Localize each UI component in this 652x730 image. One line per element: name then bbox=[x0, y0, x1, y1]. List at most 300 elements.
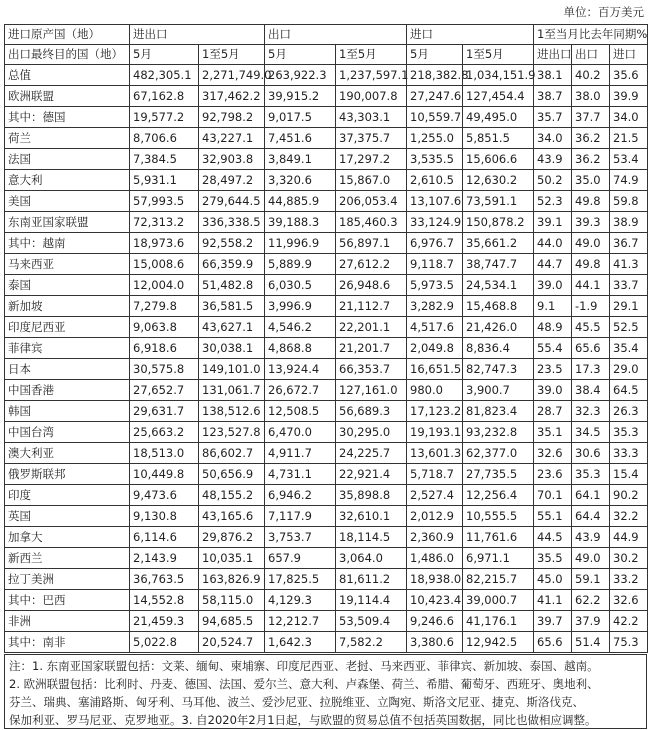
cell-import-month: 17,123.2 bbox=[407, 401, 463, 422]
cell-yoy-import: 33.2 bbox=[610, 569, 648, 590]
footnote-line: 保加利亚、罗马尼亚、克罗地亚。3. 自2020年2月1日起，与欧盟的贸易总值不包括英国数据，同比也做相应调整。 bbox=[9, 713, 597, 727]
row-region: 欧洲联盟 bbox=[5, 86, 130, 107]
cell-export-month: 3,849.1 bbox=[265, 149, 336, 170]
cell-total-month: 7,384.5 bbox=[130, 149, 199, 170]
cell-import-month: 218,382.8 bbox=[407, 65, 463, 86]
header-group-yoy: 1至当月比去年同期% bbox=[534, 25, 648, 45]
table-row bbox=[5, 191, 648, 212]
cell-import-ytd: 150,878.2 bbox=[463, 212, 534, 233]
cell-yoy-export: 45.5 bbox=[572, 317, 610, 338]
cell-total-ytd: 36,581.5 bbox=[199, 296, 265, 317]
cell-total-month: 9,063.8 bbox=[130, 317, 199, 338]
cell-total-month: 27,652.7 bbox=[130, 380, 199, 401]
cell-export-month: 7,451.6 bbox=[265, 128, 336, 149]
cell-total-ytd: 43,627.1 bbox=[199, 317, 265, 338]
cell-yoy-export: 40.2 bbox=[572, 65, 610, 86]
cell-yoy-import: 35.3 bbox=[610, 422, 648, 443]
cell-total-ytd: 279,644.5 bbox=[199, 191, 265, 212]
table-row bbox=[5, 527, 648, 548]
cell-import-ytd: 12,942.5 bbox=[463, 632, 534, 653]
cell-export-month: 4,546.2 bbox=[265, 317, 336, 338]
cell-yoy-export: 39.3 bbox=[572, 212, 610, 233]
cell-yoy-total: 39.0 bbox=[534, 275, 572, 296]
row-region: 马来西亚 bbox=[5, 254, 130, 275]
cell-import-ytd: 8,836.4 bbox=[463, 338, 534, 359]
cell-yoy-export: 65.6 bbox=[572, 338, 610, 359]
cell-total-month: 10,449.8 bbox=[130, 464, 199, 485]
cell-export-month: 44,885.9 bbox=[265, 191, 336, 212]
cell-import-month: 2,610.5 bbox=[407, 170, 463, 191]
cell-import-ytd: 11,761.6 bbox=[463, 527, 534, 548]
cell-export-month: 13,924.4 bbox=[265, 359, 336, 380]
row-region: 英国 bbox=[5, 506, 130, 527]
cell-export-month: 1,642.3 bbox=[265, 632, 336, 653]
table-row bbox=[5, 632, 648, 653]
table-row bbox=[5, 506, 648, 527]
table-row bbox=[5, 611, 648, 632]
table-row bbox=[5, 569, 648, 590]
table-row bbox=[5, 254, 648, 275]
cell-yoy-export: 44.1 bbox=[572, 275, 610, 296]
cell-export-month: 12,508.5 bbox=[265, 401, 336, 422]
cell-yoy-total: 55.4 bbox=[534, 338, 572, 359]
cell-total-ytd: 30,038.1 bbox=[199, 338, 265, 359]
cell-export-month: 6,946.2 bbox=[265, 485, 336, 506]
table-row bbox=[5, 65, 648, 86]
cell-total-month: 9,473.6 bbox=[130, 485, 199, 506]
cell-yoy-import: 42.2 bbox=[610, 611, 648, 632]
cell-total-ytd: 317,462.2 bbox=[199, 86, 265, 107]
cell-yoy-import: 64.5 bbox=[610, 380, 648, 401]
cell-import-ytd: 39,000.7 bbox=[463, 590, 534, 611]
cell-total-month: 25,663.2 bbox=[130, 422, 199, 443]
cell-import-month: 3,380.6 bbox=[407, 632, 463, 653]
cell-yoy-total: 45.0 bbox=[534, 569, 572, 590]
cell-yoy-import: 53.4 bbox=[610, 149, 648, 170]
cell-yoy-total: 65.6 bbox=[534, 632, 572, 653]
cell-total-ytd: 94,685.5 bbox=[199, 611, 265, 632]
table-row bbox=[5, 359, 648, 380]
table-row bbox=[5, 422, 648, 443]
cell-export-ytd: 56,689.3 bbox=[336, 401, 407, 422]
header-corner-origin: 进口原产国（地） bbox=[5, 25, 130, 45]
row-region: 荷兰 bbox=[5, 128, 130, 149]
cell-total-month: 21,459.3 bbox=[130, 611, 199, 632]
cell-total-ytd: 43,165.6 bbox=[199, 506, 265, 527]
table-row bbox=[5, 296, 648, 317]
cell-total-month: 19,577.2 bbox=[130, 107, 199, 128]
cell-yoy-export: 30.6 bbox=[572, 443, 610, 464]
table-row bbox=[5, 149, 648, 170]
cell-total-ytd: 123,527.8 bbox=[199, 422, 265, 443]
cell-import-ytd: 73,591.1 bbox=[463, 191, 534, 212]
cell-import-month: 13,601.3 bbox=[407, 443, 463, 464]
cell-yoy-total: 38.7 bbox=[534, 86, 572, 107]
cell-import-month: 33,124.9 bbox=[407, 212, 463, 233]
row-region: 菲律宾 bbox=[5, 338, 130, 359]
table-row bbox=[5, 233, 648, 254]
cell-import-ytd: 10,555.5 bbox=[463, 506, 534, 527]
cell-import-month: 1,255.0 bbox=[407, 128, 463, 149]
cell-export-ytd: 21,201.7 bbox=[336, 338, 407, 359]
cell-yoy-export: 59.1 bbox=[572, 569, 610, 590]
cell-import-month: 1,486.0 bbox=[407, 548, 463, 569]
cell-yoy-total: 39.0 bbox=[534, 380, 572, 401]
cell-yoy-import: 75.3 bbox=[610, 632, 648, 653]
table-row bbox=[5, 107, 648, 128]
cell-total-month: 2,143.9 bbox=[130, 548, 199, 569]
cell-import-month: 3,535.5 bbox=[407, 149, 463, 170]
cell-yoy-total: 52.3 bbox=[534, 191, 572, 212]
subheader-yoy-total: 进出口 bbox=[534, 45, 572, 65]
table-row bbox=[5, 443, 648, 464]
cell-export-ytd: 19,114.4 bbox=[336, 590, 407, 611]
cell-yoy-import: 33.7 bbox=[610, 275, 648, 296]
cell-yoy-total: 44.7 bbox=[534, 254, 572, 275]
cell-import-ytd: 49,495.0 bbox=[463, 107, 534, 128]
cell-yoy-total: 39.1 bbox=[534, 212, 572, 233]
cell-yoy-total: 9.1 bbox=[534, 296, 572, 317]
cell-yoy-total: 38.1 bbox=[534, 65, 572, 86]
cell-total-ytd: 10,035.1 bbox=[199, 548, 265, 569]
cell-yoy-total: 35.5 bbox=[534, 548, 572, 569]
cell-total-ytd: 86,602.7 bbox=[199, 443, 265, 464]
cell-export-ytd: 35,898.8 bbox=[336, 485, 407, 506]
header-group-export: 出口 bbox=[265, 25, 407, 45]
footnote-line: 芬兰、瑞典、塞浦路斯、匈牙利、马耳他、波兰、爱沙尼亚、拉脱维亚、立陶宛、斯洛文尼亚、捷克、斯洛伐克、 bbox=[9, 695, 584, 709]
cell-yoy-import: 59.8 bbox=[610, 191, 648, 212]
cell-export-month: 657.9 bbox=[265, 548, 336, 569]
cell-yoy-total: 35.7 bbox=[534, 107, 572, 128]
row-region: 泰国 bbox=[5, 275, 130, 296]
cell-import-ytd: 27,735.5 bbox=[463, 464, 534, 485]
cell-export-month: 4,911.7 bbox=[265, 443, 336, 464]
cell-export-month: 9,017.5 bbox=[265, 107, 336, 128]
subheader-export-ytd: 1至5月 bbox=[336, 45, 407, 65]
row-region: 拉丁美洲 bbox=[5, 569, 130, 590]
cell-yoy-total: 35.1 bbox=[534, 422, 572, 443]
cell-import-ytd: 82,215.7 bbox=[463, 569, 534, 590]
cell-import-ytd: 41,176.1 bbox=[463, 611, 534, 632]
cell-yoy-export: 38.4 bbox=[572, 380, 610, 401]
cell-total-month: 5,022.8 bbox=[130, 632, 199, 653]
row-region: 俄罗斯联邦 bbox=[5, 464, 130, 485]
cell-import-ytd: 93,232.8 bbox=[463, 422, 534, 443]
cell-yoy-export: 49.8 bbox=[572, 254, 610, 275]
cell-yoy-total: 23.5 bbox=[534, 359, 572, 380]
row-region: 韩国 bbox=[5, 401, 130, 422]
cell-total-month: 14,552.8 bbox=[130, 590, 199, 611]
cell-total-ytd: 2,271,749.0 bbox=[199, 65, 265, 86]
table-row bbox=[5, 464, 648, 485]
table-row bbox=[5, 338, 648, 359]
cell-import-ytd: 127,454.4 bbox=[463, 86, 534, 107]
cell-export-ytd: 190,007.8 bbox=[336, 86, 407, 107]
cell-export-month: 26,672.7 bbox=[265, 380, 336, 401]
cell-total-month: 15,008.6 bbox=[130, 254, 199, 275]
row-region: 日本 bbox=[5, 359, 130, 380]
row-region: 其中：德国 bbox=[5, 107, 130, 128]
cell-yoy-export: 34.5 bbox=[572, 422, 610, 443]
cell-import-ytd: 62,377.0 bbox=[463, 443, 534, 464]
cell-total-ytd: 149,101.0 bbox=[199, 359, 265, 380]
cell-export-ytd: 56,897.1 bbox=[336, 233, 407, 254]
cell-total-month: 8,706.6 bbox=[130, 128, 199, 149]
cell-export-ytd: 3,064.0 bbox=[336, 548, 407, 569]
cell-yoy-total: 48.9 bbox=[534, 317, 572, 338]
cell-total-ytd: 32,903.8 bbox=[199, 149, 265, 170]
row-region: 新西兰 bbox=[5, 548, 130, 569]
cell-import-month: 5,973.5 bbox=[407, 275, 463, 296]
cell-export-month: 6,030.5 bbox=[265, 275, 336, 296]
cell-import-ytd: 5,851.5 bbox=[463, 128, 534, 149]
unit-label: 单位：百万美元 bbox=[563, 5, 644, 19]
cell-total-month: 18,513.0 bbox=[130, 443, 199, 464]
cell-yoy-export: 62.2 bbox=[572, 590, 610, 611]
cell-export-month: 3,753.7 bbox=[265, 527, 336, 548]
cell-yoy-total: 44.5 bbox=[534, 527, 572, 548]
table-row bbox=[5, 380, 648, 401]
row-region: 其中：巴西 bbox=[5, 590, 130, 611]
table-row bbox=[5, 170, 648, 191]
cell-total-month: 29,631.7 bbox=[130, 401, 199, 422]
row-region: 印度尼西亚 bbox=[5, 317, 130, 338]
cell-yoy-export: 64.4 bbox=[572, 506, 610, 527]
row-region: 加拿大 bbox=[5, 527, 130, 548]
row-region: 其中：南非 bbox=[5, 632, 130, 653]
cell-export-month: 39,915.2 bbox=[265, 86, 336, 107]
cell-import-month: 6,976.7 bbox=[407, 233, 463, 254]
cell-yoy-import: 21.5 bbox=[610, 128, 648, 149]
cell-export-ytd: 81,611.2 bbox=[336, 569, 407, 590]
cell-export-month: 12,212.7 bbox=[265, 611, 336, 632]
table-row bbox=[5, 128, 648, 149]
cell-yoy-total: 70.1 bbox=[534, 485, 572, 506]
cell-yoy-import: 39.9 bbox=[610, 86, 648, 107]
table-row bbox=[5, 275, 648, 296]
cell-import-ytd: 1,034,151.9 bbox=[463, 65, 534, 86]
footnote-line: 注：1. 东南亚国家联盟包括：文莱、缅甸、柬埔寨、印度尼西亚、老挝、马来西亚、菲律宾、新加坡、泰国、越南。 bbox=[9, 659, 599, 673]
cell-yoy-export: 36.2 bbox=[572, 128, 610, 149]
cell-yoy-export: 49.8 bbox=[572, 191, 610, 212]
cell-import-month: 10,423.4 bbox=[407, 590, 463, 611]
cell-yoy-export: 35.0 bbox=[572, 170, 610, 191]
cell-yoy-total: 55.1 bbox=[534, 506, 572, 527]
cell-yoy-export: 49.0 bbox=[572, 548, 610, 569]
cell-import-ytd: 12,630.2 bbox=[463, 170, 534, 191]
row-region: 新加坡 bbox=[5, 296, 130, 317]
cell-yoy-import: 30.2 bbox=[610, 548, 648, 569]
row-region: 东南亚国家联盟 bbox=[5, 212, 130, 233]
cell-total-month: 12,004.0 bbox=[130, 275, 199, 296]
cell-total-ytd: 29,876.2 bbox=[199, 527, 265, 548]
cell-export-ytd: 66,353.7 bbox=[336, 359, 407, 380]
cell-total-ytd: 50,656.9 bbox=[199, 464, 265, 485]
cell-yoy-import: 29.0 bbox=[610, 359, 648, 380]
cell-yoy-import: 44.9 bbox=[610, 527, 648, 548]
cell-import-month: 18,938.0 bbox=[407, 569, 463, 590]
cell-export-ytd: 1,237,597.1 bbox=[336, 65, 407, 86]
cell-total-month: 57,993.5 bbox=[130, 191, 199, 212]
header-corner-destination: 出口最终目的国（地） bbox=[5, 45, 130, 65]
cell-export-month: 39,188.3 bbox=[265, 212, 336, 233]
cell-yoy-import: 41.3 bbox=[610, 254, 648, 275]
cell-export-month: 11,996.9 bbox=[265, 233, 336, 254]
cell-yoy-export: 64.1 bbox=[572, 485, 610, 506]
cell-total-ytd: 92,798.2 bbox=[199, 107, 265, 128]
row-region: 总值 bbox=[5, 65, 130, 86]
table-row bbox=[5, 548, 648, 569]
cell-import-month: 2,360.9 bbox=[407, 527, 463, 548]
cell-export-month: 7,117.9 bbox=[265, 506, 336, 527]
cell-yoy-import: 74.9 bbox=[610, 170, 648, 191]
cell-import-ytd: 24,534.1 bbox=[463, 275, 534, 296]
cell-export-ytd: 27,612.2 bbox=[336, 254, 407, 275]
cell-total-month: 18,973.6 bbox=[130, 233, 199, 254]
cell-export-month: 4,129.3 bbox=[265, 590, 336, 611]
cell-import-ytd: 81,823.4 bbox=[463, 401, 534, 422]
cell-yoy-import: 32.2 bbox=[610, 506, 648, 527]
cell-export-ytd: 21,112.7 bbox=[336, 296, 407, 317]
subheader-yoy-export: 出口 bbox=[572, 45, 610, 65]
row-region: 印度 bbox=[5, 485, 130, 506]
cell-export-ytd: 127,161.0 bbox=[336, 380, 407, 401]
cell-import-ytd: 35,661.2 bbox=[463, 233, 534, 254]
cell-export-ytd: 15,867.0 bbox=[336, 170, 407, 191]
cell-export-month: 4,868.8 bbox=[265, 338, 336, 359]
cell-total-ytd: 28,497.2 bbox=[199, 170, 265, 191]
subheader-yoy-import: 进口 bbox=[610, 45, 648, 65]
cell-yoy-import: 35.4 bbox=[610, 338, 648, 359]
table-row bbox=[5, 590, 648, 611]
cell-import-month: 5,718.7 bbox=[407, 464, 463, 485]
cell-import-ytd: 6,971.1 bbox=[463, 548, 534, 569]
subheader-import-ytd: 1至5月 bbox=[463, 45, 534, 65]
cell-total-ytd: 20,524.7 bbox=[199, 632, 265, 653]
cell-yoy-export: 37.7 bbox=[572, 107, 610, 128]
cell-export-ytd: 43,303.1 bbox=[336, 107, 407, 128]
cell-import-ytd: 15,606.6 bbox=[463, 149, 534, 170]
cell-import-ytd: 21,426.0 bbox=[463, 317, 534, 338]
cell-import-month: 9,118.7 bbox=[407, 254, 463, 275]
footnote-line: 2. 欧洲联盟包括：比利时、丹麦、德国、法国、爱尔兰、意大利、卢森堡、荷兰、希腊、葡萄牙、西班牙、奥地利、 bbox=[9, 677, 599, 691]
footnote bbox=[4, 654, 647, 729]
cell-yoy-total: 32.6 bbox=[534, 443, 572, 464]
cell-export-ytd: 32,610.1 bbox=[336, 506, 407, 527]
cell-yoy-export: 43.9 bbox=[572, 527, 610, 548]
cell-export-month: 3,996.9 bbox=[265, 296, 336, 317]
subheader-export-month: 5月 bbox=[265, 45, 336, 65]
cell-yoy-export: 36.2 bbox=[572, 149, 610, 170]
cell-total-ytd: 43,227.1 bbox=[199, 128, 265, 149]
cell-total-month: 72,313.2 bbox=[130, 212, 199, 233]
cell-import-month: 2,049.8 bbox=[407, 338, 463, 359]
row-region: 澳大利亚 bbox=[5, 443, 130, 464]
row-region: 中国香港 bbox=[5, 380, 130, 401]
row-region: 其中：越南 bbox=[5, 233, 130, 254]
cell-export-ytd: 22,201.1 bbox=[336, 317, 407, 338]
cell-yoy-total: 44.0 bbox=[534, 233, 572, 254]
cell-yoy-export: 38.0 bbox=[572, 86, 610, 107]
cell-total-ytd: 48,155.2 bbox=[199, 485, 265, 506]
header-group-import: 进口 bbox=[407, 25, 534, 45]
cell-import-ytd: 12,256.4 bbox=[463, 485, 534, 506]
cell-yoy-export: 49.0 bbox=[572, 233, 610, 254]
table-row bbox=[5, 317, 648, 338]
cell-import-month: 13,107.6 bbox=[407, 191, 463, 212]
cell-export-ytd: 30,295.0 bbox=[336, 422, 407, 443]
cell-yoy-import: 32.6 bbox=[610, 590, 648, 611]
cell-import-ytd: 15,468.8 bbox=[463, 296, 534, 317]
cell-total-ytd: 58,115.0 bbox=[199, 590, 265, 611]
table-row bbox=[5, 485, 648, 506]
cell-yoy-total: 23.6 bbox=[534, 464, 572, 485]
cell-export-ytd: 24,225.7 bbox=[336, 443, 407, 464]
row-region: 美国 bbox=[5, 191, 130, 212]
cell-import-month: 19,193.1 bbox=[407, 422, 463, 443]
cell-total-month: 30,575.8 bbox=[130, 359, 199, 380]
cell-total-ytd: 92,558.2 bbox=[199, 233, 265, 254]
cell-yoy-export: 17.3 bbox=[572, 359, 610, 380]
cell-import-month: 980.0 bbox=[407, 380, 463, 401]
cell-yoy-import: 33.3 bbox=[610, 443, 648, 464]
cell-total-ytd: 51,482.8 bbox=[199, 275, 265, 296]
cell-import-month: 3,282.9 bbox=[407, 296, 463, 317]
cell-yoy-export: -1.9 bbox=[572, 296, 610, 317]
cell-export-ytd: 53,509.4 bbox=[336, 611, 407, 632]
cell-import-month: 2,527.4 bbox=[407, 485, 463, 506]
table-body bbox=[5, 65, 648, 653]
cell-import-month: 2,012.9 bbox=[407, 506, 463, 527]
table-row bbox=[5, 212, 648, 233]
cell-export-month: 6,470.0 bbox=[265, 422, 336, 443]
cell-export-ytd: 26,948.6 bbox=[336, 275, 407, 296]
cell-yoy-import: 34.0 bbox=[610, 107, 648, 128]
cell-total-month: 6,918.6 bbox=[130, 338, 199, 359]
row-region: 非洲 bbox=[5, 611, 130, 632]
cell-yoy-export: 37.9 bbox=[572, 611, 610, 632]
cell-total-month: 6,114.6 bbox=[130, 527, 199, 548]
cell-yoy-export: 51.4 bbox=[572, 632, 610, 653]
cell-yoy-export: 32.3 bbox=[572, 401, 610, 422]
cell-yoy-total: 50.2 bbox=[534, 170, 572, 191]
subheader-import-month: 5月 bbox=[407, 45, 463, 65]
cell-export-ytd: 22,921.4 bbox=[336, 464, 407, 485]
table-row bbox=[5, 401, 648, 422]
cell-total-ytd: 131,061.7 bbox=[199, 380, 265, 401]
cell-total-month: 9,130.8 bbox=[130, 506, 199, 527]
cell-yoy-total: 34.0 bbox=[534, 128, 572, 149]
cell-yoy-import: 35.6 bbox=[610, 65, 648, 86]
cell-total-month: 482,305.1 bbox=[130, 65, 199, 86]
cell-yoy-import: 26.3 bbox=[610, 401, 648, 422]
cell-total-month: 5,931.1 bbox=[130, 170, 199, 191]
subheader-total-ytd: 1至5月 bbox=[199, 45, 265, 65]
cell-total-ytd: 163,826.9 bbox=[199, 569, 265, 590]
cell-import-month: 9,246.6 bbox=[407, 611, 463, 632]
cell-total-month: 67,162.8 bbox=[130, 86, 199, 107]
cell-total-ytd: 66,359.9 bbox=[199, 254, 265, 275]
cell-export-ytd: 18,114.5 bbox=[336, 527, 407, 548]
cell-total-month: 36,763.5 bbox=[130, 569, 199, 590]
cell-export-ytd: 185,460.3 bbox=[336, 212, 407, 233]
cell-import-ytd: 3,900.7 bbox=[463, 380, 534, 401]
cell-yoy-total: 43.9 bbox=[534, 149, 572, 170]
cell-import-ytd: 38,747.7 bbox=[463, 254, 534, 275]
cell-yoy-import: 90.2 bbox=[610, 485, 648, 506]
cell-total-month: 7,279.8 bbox=[130, 296, 199, 317]
cell-yoy-export: 35.3 bbox=[572, 464, 610, 485]
